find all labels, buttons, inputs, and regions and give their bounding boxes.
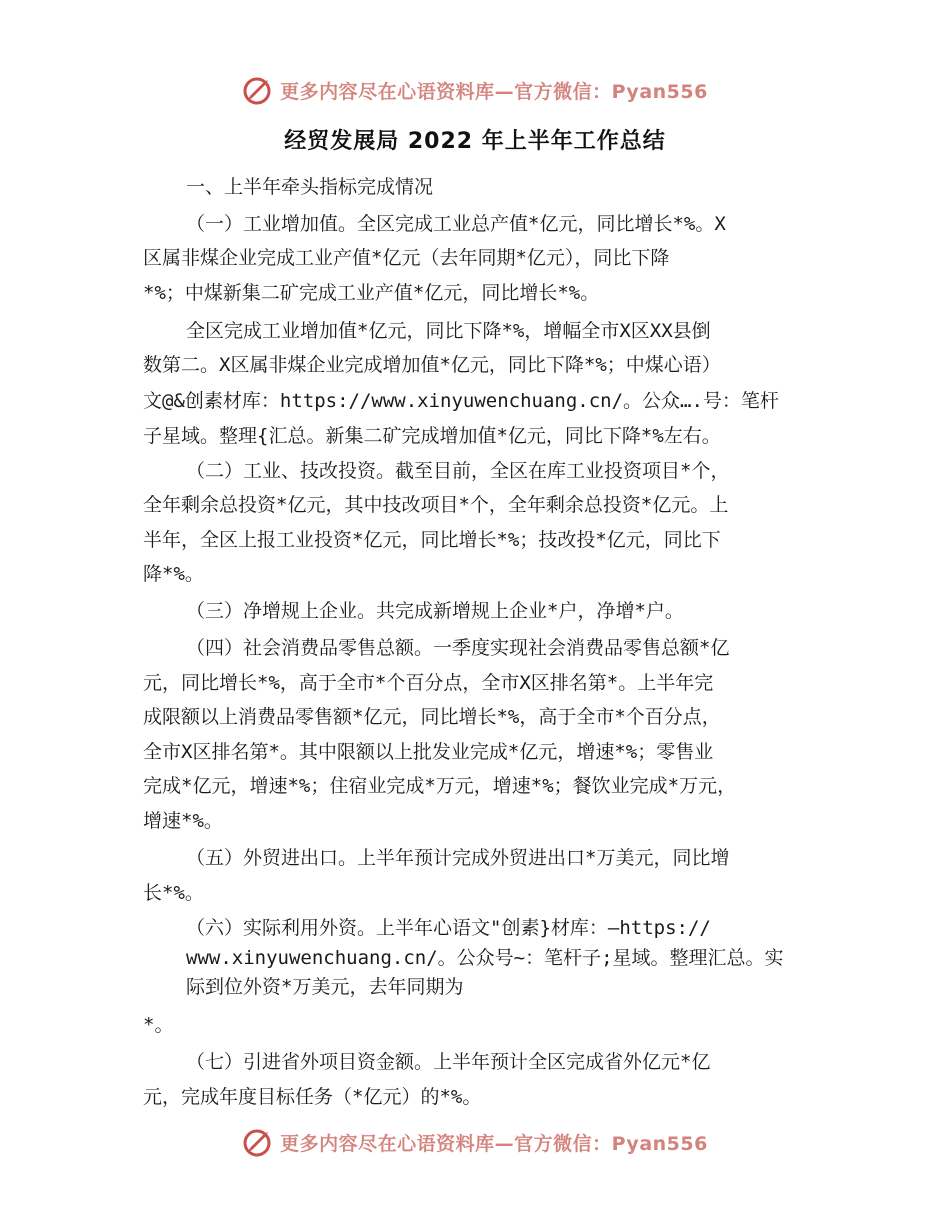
body-line: （二）工业、技改投资。截至目前，全区在库工业投资项目*个， <box>186 460 730 482</box>
body-line: 降*%。 <box>143 563 204 585</box>
body-line: 元，同比增长*%，高于全市*个百分点，全市X区排名第*。上半年完 <box>143 672 714 694</box>
body-line: 子星域。整理{汇总。新集二矿完成增加值*亿元，同比下降*%左右。 <box>143 425 721 447</box>
document-title: 经贸发展局 2022 年上半年工作总结 <box>284 129 666 154</box>
body-line: *。 <box>143 1014 174 1036</box>
body-line: （一）工业增加值。全区完成工业总产值*亿元，同比增长*%。X <box>186 213 726 235</box>
body-line: 成限额以上消费品零售额*亿元，同比增长*%，高于全市*个百分点， <box>143 706 721 728</box>
body-line: *%；中煤新集二矿完成工业产值*亿元，同比增长*%。 <box>143 282 600 304</box>
body-line: 文@&创素材库：https://www.xinyuwenchuang.cn/。公众….号：笔杆 <box>143 390 779 412</box>
body-line: www.xinyuwenchuang.cn/。公众号~：笔杆子;星域。整理汇总。实 <box>186 947 784 969</box>
body-line: 全年剩余总投资*亿元，其中技改项目*个，全年剩余总投资*亿元。上 <box>143 494 729 516</box>
watermark-text: 更多内容尽在心语资料库—官方微信：Pyan556 <box>280 80 708 103</box>
brand-logo-icon <box>242 74 274 106</box>
body-line: （四）社会消费品零售总额。一季度实现社会消费品零售总额*亿 <box>186 637 730 659</box>
body-line: （五）外贸进出口。上半年预计完成外贸进出口*万美元，同比增 <box>186 847 730 869</box>
body-line: 长*%。 <box>143 882 204 904</box>
body-line: 际到位外资*万美元，去年同期为 <box>186 976 464 998</box>
body-line: （六）实际利用外资。上半年心语文"创素}材库：—https:// <box>186 917 711 939</box>
body-line: 数第二。X区属非煤企业完成增加值*亿元，同比下降*%；中煤心语） <box>143 354 721 376</box>
body-line: 完成*亿元，增速*%；住宿业完成*万元，增速*%；餐饮业完成*万元， <box>143 775 737 797</box>
body-line: 元，完成年度目标任务（*亿元）的*%。 <box>143 1086 482 1108</box>
body-line: 增速*%。 <box>143 810 223 832</box>
header-watermark-banner <box>0 68 950 112</box>
watermark-text: 更多内容尽在心语资料库—官方微信：Pyan556 <box>280 1132 708 1155</box>
body-line: 全市X区排名第*。其中限额以上批发业完成*亿元，增速*%；零售业 <box>143 741 714 763</box>
body-line: 区属非煤企业完成工业产值*亿元（去年同期*亿元），同比下降 <box>143 247 670 269</box>
body-line: 半年，全区上报工业投资*亿元，同比增长*%；技改投*亿元，同比下 <box>143 529 721 551</box>
footer-watermark-banner <box>0 1120 950 1164</box>
brand-logo-icon <box>242 1126 274 1158</box>
body-line: （七）引进省外项目资金额。上半年预计全区完成省外亿元*亿 <box>186 1051 711 1073</box>
section-heading: 一、上半年牵头指标完成情况 <box>186 176 434 198</box>
body-line: 全区完成工业增加值*亿元，同比下降*%，增幅全市X区XX县倒 <box>186 320 711 342</box>
body-line: （三）净增规上企业。共完成新增规上企业*户，净增*户。 <box>186 600 684 622</box>
